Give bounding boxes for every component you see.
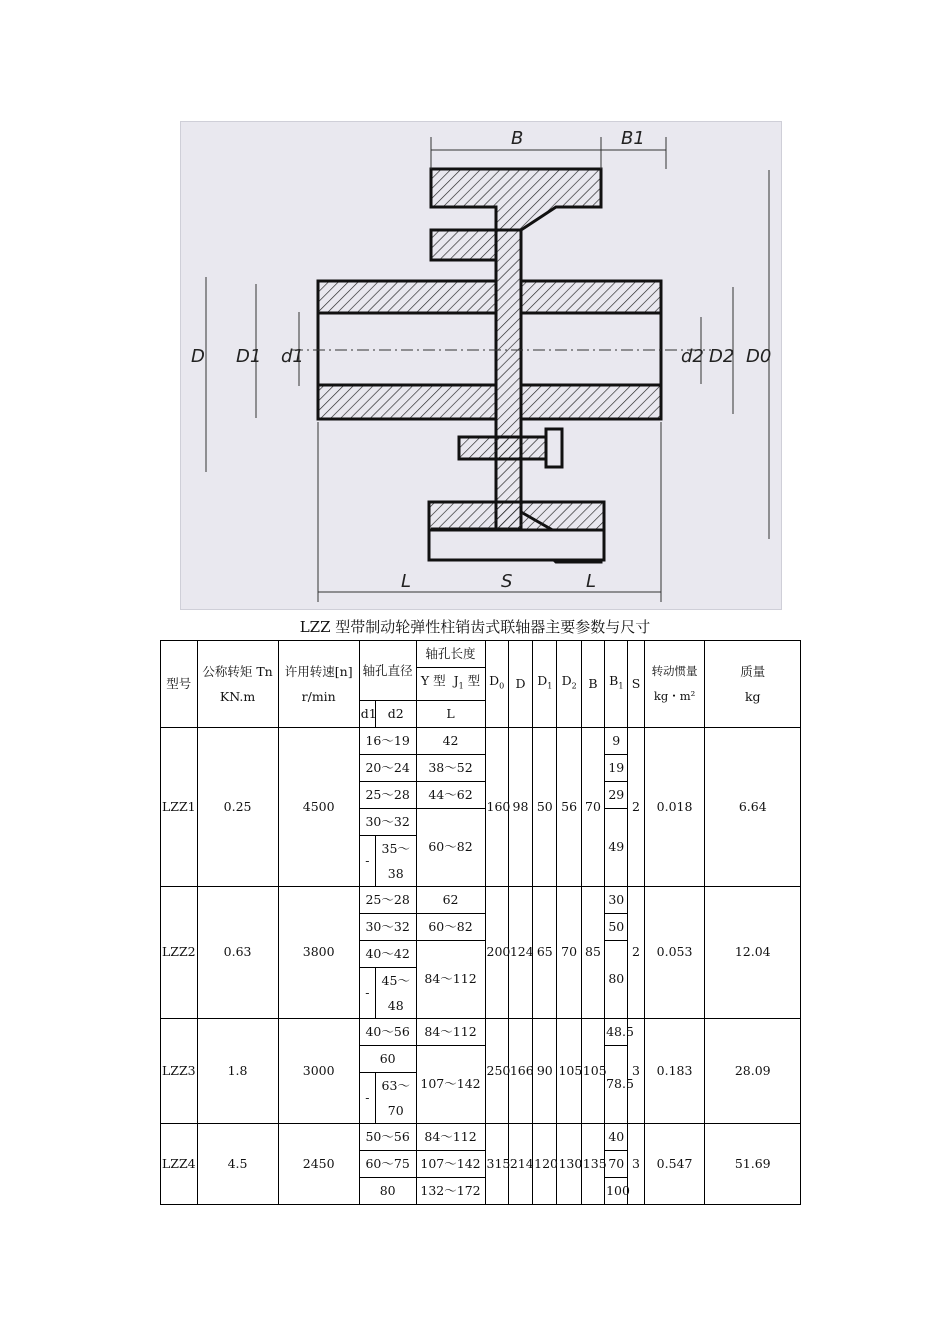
spec-table: 型号 公称转矩 Tn KN.m 许用转速[n] r/min 轴孔直径 轴孔长度 $D_0$ D $D_1$ $D_2$ B $B_1$ S 转动惯量 kg・m² 质量 kg Y 型 $J_1$ 型 d1 d2 L LZZ1 0.25 4500 16～19 42 160 98 50 56 70 9 2 0.018 6.64 20～24 38～52 19 25～28 44～62 29 30～32 60～82 49 - 35～38 LZZ2 0.63 3800 25～28 62 200 124 65 70 85 30 2 0.053 12.04 30～32 60～82 50 40～42 84～112 80 - 45～48 LZZ3 1.8 3000 40～56 84～112 250 166 90 105 105 48.5 3 0.183 28.09 60 107～142 78.5 - 63～70 LZZ4 4.5 2450 50～56 84～112 315 214 120 130 135 40 3 0.547 51.69 60～75 107～142 70 80 132～172 100 [160, 640, 801, 1205]
hdr-d2: d2 [375, 700, 416, 727]
coupling-drawing [180, 121, 782, 610]
table-row: 60～75 107～142 70 [161, 1150, 801, 1177]
hdr-D: D [508, 641, 532, 728]
label-B: B [511, 128, 524, 149]
label-S: S [501, 571, 513, 592]
hdr-B: B [581, 641, 604, 728]
table-row: 30～32 60～82 50 [161, 913, 801, 940]
label-D1: D1 [236, 346, 262, 367]
label-d1: d1 [281, 346, 304, 367]
hdr-bore-len: 轴孔长度 [416, 641, 485, 668]
label-L-left: L [401, 571, 412, 592]
table-row: 20～24 38～52 19 [161, 754, 801, 781]
hdr-torque: 公称转矩 Tn KN.m [197, 641, 278, 728]
table-row: LZZ2 0.63 3800 25～28 62 200 124 65 70 85 30 2 0.053 12.04 [161, 886, 801, 913]
center-disk [496, 230, 521, 540]
hdr-S: S [628, 641, 644, 728]
hdr-mass: 质量 kg [705, 641, 801, 728]
label-B1: B1 [621, 128, 645, 149]
hdr-type: Y 型 $J_1$ 型 [416, 668, 485, 701]
hdr-d1: d1 [359, 700, 375, 727]
pin [459, 437, 557, 459]
table-row: LZZ4 4.5 2450 50～56 84～112 315 214 120 130 135 40 3 0.547 51.69 [161, 1123, 801, 1150]
table-row: 60 107～142 78.5 [161, 1045, 801, 1072]
brake-wheel [431, 169, 601, 230]
hdr-speed: 许用转速[n] r/min [278, 641, 359, 728]
table-caption: LZZ 型带制动轮弹性柱销齿式联轴器主要参数与尺寸 [299, 618, 651, 636]
table-row: 40～42 84～112 80 [161, 940, 801, 967]
hdr-L: L [416, 700, 485, 727]
hdr-inertia: 转动惯量 kg・m² [644, 641, 705, 728]
table-row: 30～32 60～82 49 [161, 808, 801, 835]
header-row [161, 641, 801, 668]
hdr-bore-dia: 轴孔直径 [359, 641, 416, 701]
label-L-right: L [586, 571, 597, 592]
label-D: D [191, 346, 205, 367]
table-row: 80 132～172 100 [161, 1177, 801, 1204]
hdr-B1: $B_1$ [605, 641, 628, 728]
hdr-D0: $D_0$ [485, 641, 508, 728]
label-D2: D2 [709, 346, 735, 367]
label-D0: D0 [746, 346, 772, 367]
table-row: LZZ1 0.25 4500 16～19 42 160 98 50 56 70 9 2 0.018 6.64 [161, 727, 801, 754]
table-row: LZZ3 1.8 3000 40～56 84～112 250 166 90 105 105 48.5 3 0.183 28.09 [161, 1018, 801, 1045]
hdr-D1: $D_1$ [533, 641, 557, 728]
label-d2: d2 [681, 346, 704, 367]
table-row: 25～28 44～62 29 [161, 781, 801, 808]
hdr-D2: $D_2$ [557, 641, 581, 728]
hdr-model: 型号 [161, 641, 198, 728]
